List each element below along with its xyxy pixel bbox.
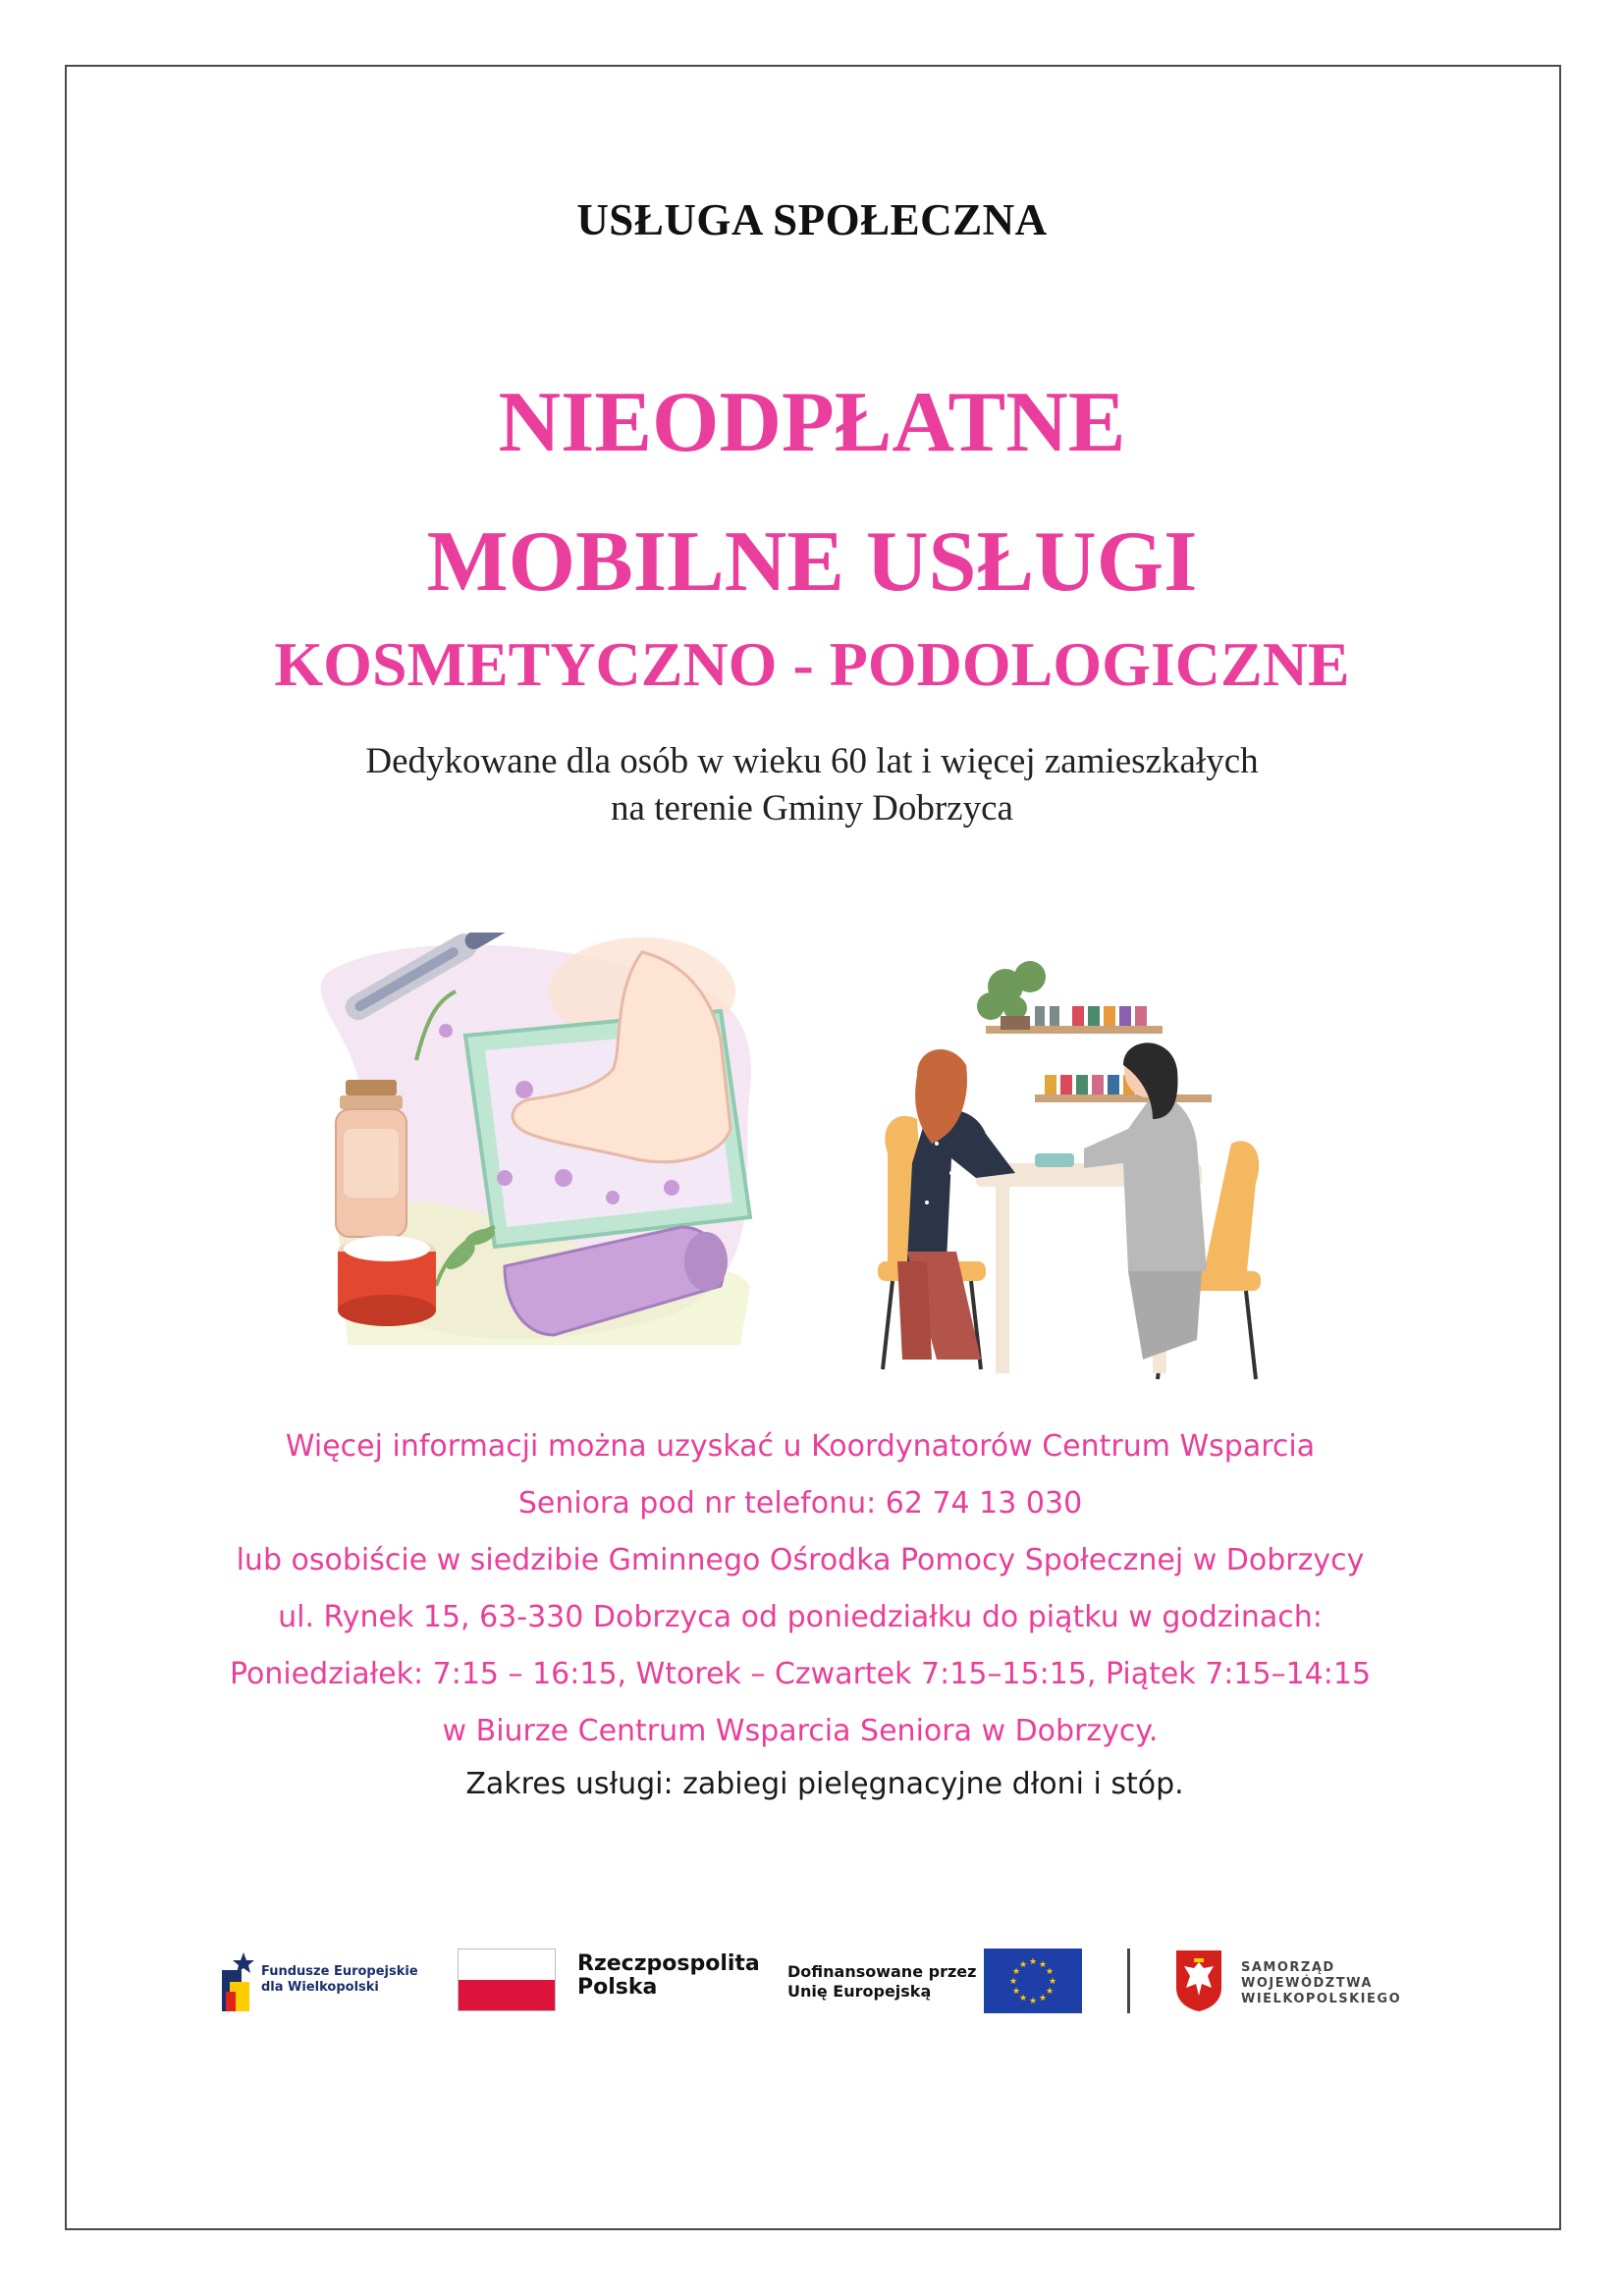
title-line-3: KOSMETYCZNO - PODOLOGICZNE [274, 629, 1350, 699]
title-line-1: NIEODPŁATNE [498, 375, 1126, 470]
svg-text:★: ★ [1045, 1967, 1055, 1977]
sw-line-2: WOJEWÓDZTWA [1241, 1976, 1373, 1991]
logo-samorzad-wojewodztwa [1174, 1949, 1430, 2017]
info-line-2: Seniora pod nr telefonu: 62 74 13 030 [517, 1486, 1083, 1521]
eu-line-1: Dofinansowane przez [787, 1962, 977, 1981]
svg-text:★: ★ [1038, 1994, 1048, 2003]
funding-logos-bar [222, 1949, 1420, 2017]
sw-line-1: SAMORZĄD [1241, 1960, 1335, 1975]
svg-text:★: ★ [1008, 1977, 1018, 1987]
logo-rzeczpospolita-polska [458, 1949, 772, 2017]
dedication-text [0, 738, 1624, 832]
foot-spa-illustration [318, 933, 768, 1355]
service-kicker: USŁUGA SPOŁECZNA [576, 195, 1048, 244]
eagle-crest-icon [1174, 1949, 1223, 2013]
svg-text:★: ★ [1018, 1960, 1028, 1970]
pl-line-2: Polska [577, 1975, 658, 2000]
dedication-line-1: Dedykowane dla osób w wieku 60 lat i więcej zamieszkałych [365, 741, 1259, 781]
svg-text:★: ★ [1048, 1977, 1057, 1987]
eu-flag-icon [984, 1949, 1082, 2013]
svg-text:★: ★ [1028, 1997, 1038, 2006]
logo-separator [1127, 1949, 1130, 2013]
svg-text:★: ★ [1011, 1987, 1021, 1997]
contact-info [147, 1418, 1453, 1760]
eu-line-2: Unię Europejską [787, 1982, 932, 2001]
svg-text:★: ★ [1038, 1960, 1048, 1970]
info-line-1: Więcej informacji można uzyskać u Koordynatorów Centrum Wsparcia [285, 1429, 1316, 1464]
logo-fundusze-europejskie [222, 1949, 418, 2017]
svg-text:★: ★ [1045, 1987, 1055, 1997]
title-line-2: MOBILNE USŁUGI [426, 514, 1198, 610]
info-line-4: ul. Rynek 15, 63-330 Dobrzyca od poniedziałku do piątku w godzinach: [278, 1600, 1323, 1634]
info-line-5: Poniedziałek: 7:15 – 16:15, Wtorek – Czwartek 7:15–15:15, Piątek 7:15–14:15 [229, 1657, 1372, 1691]
fe-line-1: Fundusze Europejskie [261, 1964, 418, 1979]
sw-line-3: WIELKOPOLSKIEGO [1241, 1992, 1402, 2006]
info-line-6: w Biurze Centrum Wsparcia Seniora w Dobrzycy. [442, 1714, 1159, 1748]
fe-line-2: dla Wielkopolski [261, 1980, 379, 1995]
svg-text:★: ★ [1028, 1957, 1038, 1967]
svg-text:★: ★ [1011, 1967, 1021, 1977]
logo-unia-europejska [787, 1949, 1102, 2017]
poland-flag-icon [458, 1949, 556, 2011]
dedication-line-2: na terenie Gminy Dobrzyca [611, 788, 1013, 828]
info-line-3: lub osobiście w siedzibie Gminnego Ośrodka Pomocy Społecznej w Dobrzycy [236, 1543, 1365, 1577]
pl-line-1: Rzeczpospolita [577, 1951, 760, 1976]
manicure-salon-illustration [858, 947, 1271, 1399]
svg-text:★: ★ [1018, 1994, 1028, 2003]
fe-star-icon [222, 1952, 255, 2011]
service-scope: Zakres usługi: zabiegi pielęgnacyjne dłoni i stóp. [465, 1767, 1184, 1801]
